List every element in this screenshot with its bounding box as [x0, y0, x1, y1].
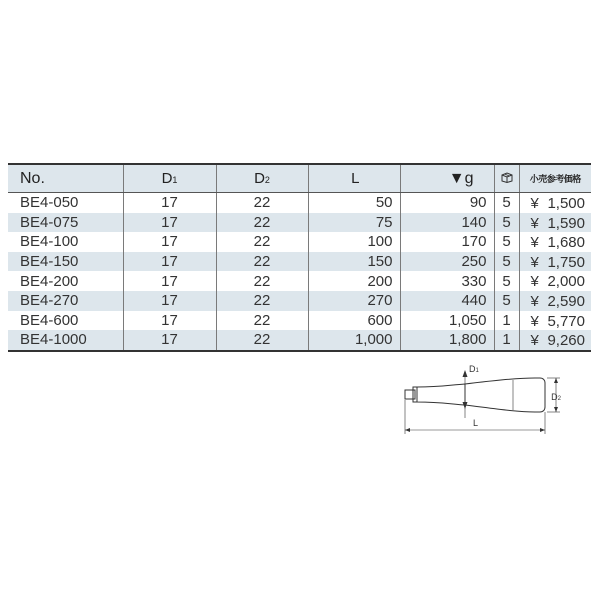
yen-symbol: ¥ — [530, 214, 539, 232]
cell-l: 75 — [308, 213, 400, 233]
table-row — [8, 232, 591, 252]
header-d1: D1 — [123, 164, 216, 193]
cell-quantity: 5 — [494, 232, 519, 252]
cell-quantity: 5 — [494, 213, 519, 233]
cell-weight: 1,800 — [400, 330, 494, 351]
header-price: 小売参考価格 — [519, 164, 591, 193]
cell-quantity: 5 — [494, 271, 519, 291]
yen-symbol: ¥ — [530, 292, 539, 310]
cell-d1: 17 — [123, 291, 216, 311]
cell-l: 200 — [308, 271, 400, 291]
price-value: 2,000 — [547, 273, 585, 291]
table-row — [8, 311, 591, 331]
cell-d2: 22 — [216, 252, 308, 272]
cell-price — [519, 232, 591, 252]
diagram-d1-label: D1 — [469, 364, 479, 374]
yen-symbol: ¥ — [530, 312, 539, 330]
cell-l: 270 — [308, 291, 400, 311]
cell-quantity: 5 — [494, 193, 519, 213]
cell-weight: 140 — [400, 213, 494, 233]
cell-weight: 170 — [400, 232, 494, 252]
cell-d1: 17 — [123, 271, 216, 291]
cell-no: BE4-075 — [8, 213, 123, 233]
cell-no: BE4-050 — [20, 194, 79, 212]
price-value: 1,500 — [547, 195, 585, 212]
cell-price — [519, 271, 591, 291]
cell-quantity: 1 — [494, 311, 519, 331]
price-value: 1,590 — [547, 214, 585, 232]
box-icon — [500, 171, 514, 183]
cell-price — [519, 311, 591, 331]
cell-l: 100 — [308, 232, 400, 252]
header-l: L — [308, 164, 400, 193]
diagram-d2-label: D2 — [551, 392, 561, 402]
cell-weight: 440 — [400, 291, 494, 311]
cell-quantity: 5 — [494, 291, 519, 311]
cell-d1: 17 — [123, 213, 216, 233]
table-row — [8, 252, 591, 272]
cell-d2: 22 — [216, 291, 308, 311]
price-value: 1,750 — [547, 253, 585, 271]
cell-d1: 17 — [123, 193, 216, 213]
price-value: 9,260 — [547, 332, 585, 350]
diagram-l-label: L — [473, 418, 479, 428]
header-d2: D2 — [216, 164, 308, 193]
cell-no: BE4-150 — [8, 252, 123, 272]
cell-d1: 17 — [123, 330, 216, 351]
cell-l: 50 — [308, 193, 400, 213]
cell-d2: 22 — [216, 213, 308, 233]
table-header-row — [8, 164, 591, 193]
cell-price — [519, 291, 591, 311]
cell-l: 1,000 — [308, 330, 400, 351]
table-row — [8, 213, 591, 233]
cell-d2: 22 — [216, 193, 308, 213]
cell-d2: 22 — [216, 330, 308, 351]
spec-table — [8, 163, 591, 352]
cell-l: 600 — [308, 311, 400, 331]
yen-symbol: ¥ — [530, 234, 539, 252]
cell-no: BE4-270 — [8, 291, 123, 311]
cell-weight: 1,050 — [400, 311, 494, 331]
yen-symbol: ¥ — [530, 273, 539, 291]
cell-no: BE4-1000 — [8, 330, 123, 351]
yen-symbol: ¥ — [530, 253, 539, 271]
cell-no: BE4-100 — [20, 233, 79, 251]
price-value: 2,590 — [547, 292, 585, 310]
cell-quantity: 5 — [494, 252, 519, 272]
table-row — [8, 193, 591, 213]
table-body — [8, 193, 591, 351]
cell-weight: 90 — [400, 193, 494, 213]
cell-price — [519, 252, 591, 272]
cell-weight: 330 — [400, 271, 494, 291]
cell-d1: 17 — [123, 232, 216, 252]
cell-price — [519, 193, 591, 213]
cell-d2: 22 — [216, 271, 308, 291]
dimension-diagram — [395, 360, 565, 440]
cell-d2: 22 — [216, 311, 308, 331]
yen-symbol: ¥ — [530, 195, 539, 212]
yen-symbol: ¥ — [530, 332, 539, 350]
price-value: 1,680 — [547, 234, 585, 252]
header-no: No. — [8, 164, 123, 193]
cell-d1: 17 — [123, 311, 216, 331]
cell-weight: 250 — [400, 252, 494, 272]
table-row — [8, 330, 591, 351]
cell-quantity: 1 — [494, 330, 519, 351]
cell-d1: 17 — [123, 252, 216, 272]
cell-l: 150 — [308, 252, 400, 272]
cell-no: BE4-600 — [20, 311, 79, 329]
header-quantity — [494, 164, 519, 193]
table-row — [8, 291, 591, 311]
price-value: 5,770 — [547, 312, 585, 330]
table-row — [8, 271, 591, 291]
cell-price — [519, 213, 591, 233]
cell-price — [519, 330, 591, 351]
cell-no: BE4-200 — [20, 272, 79, 290]
header-weight: ▼g — [400, 164, 494, 193]
cell-d2: 22 — [216, 232, 308, 252]
